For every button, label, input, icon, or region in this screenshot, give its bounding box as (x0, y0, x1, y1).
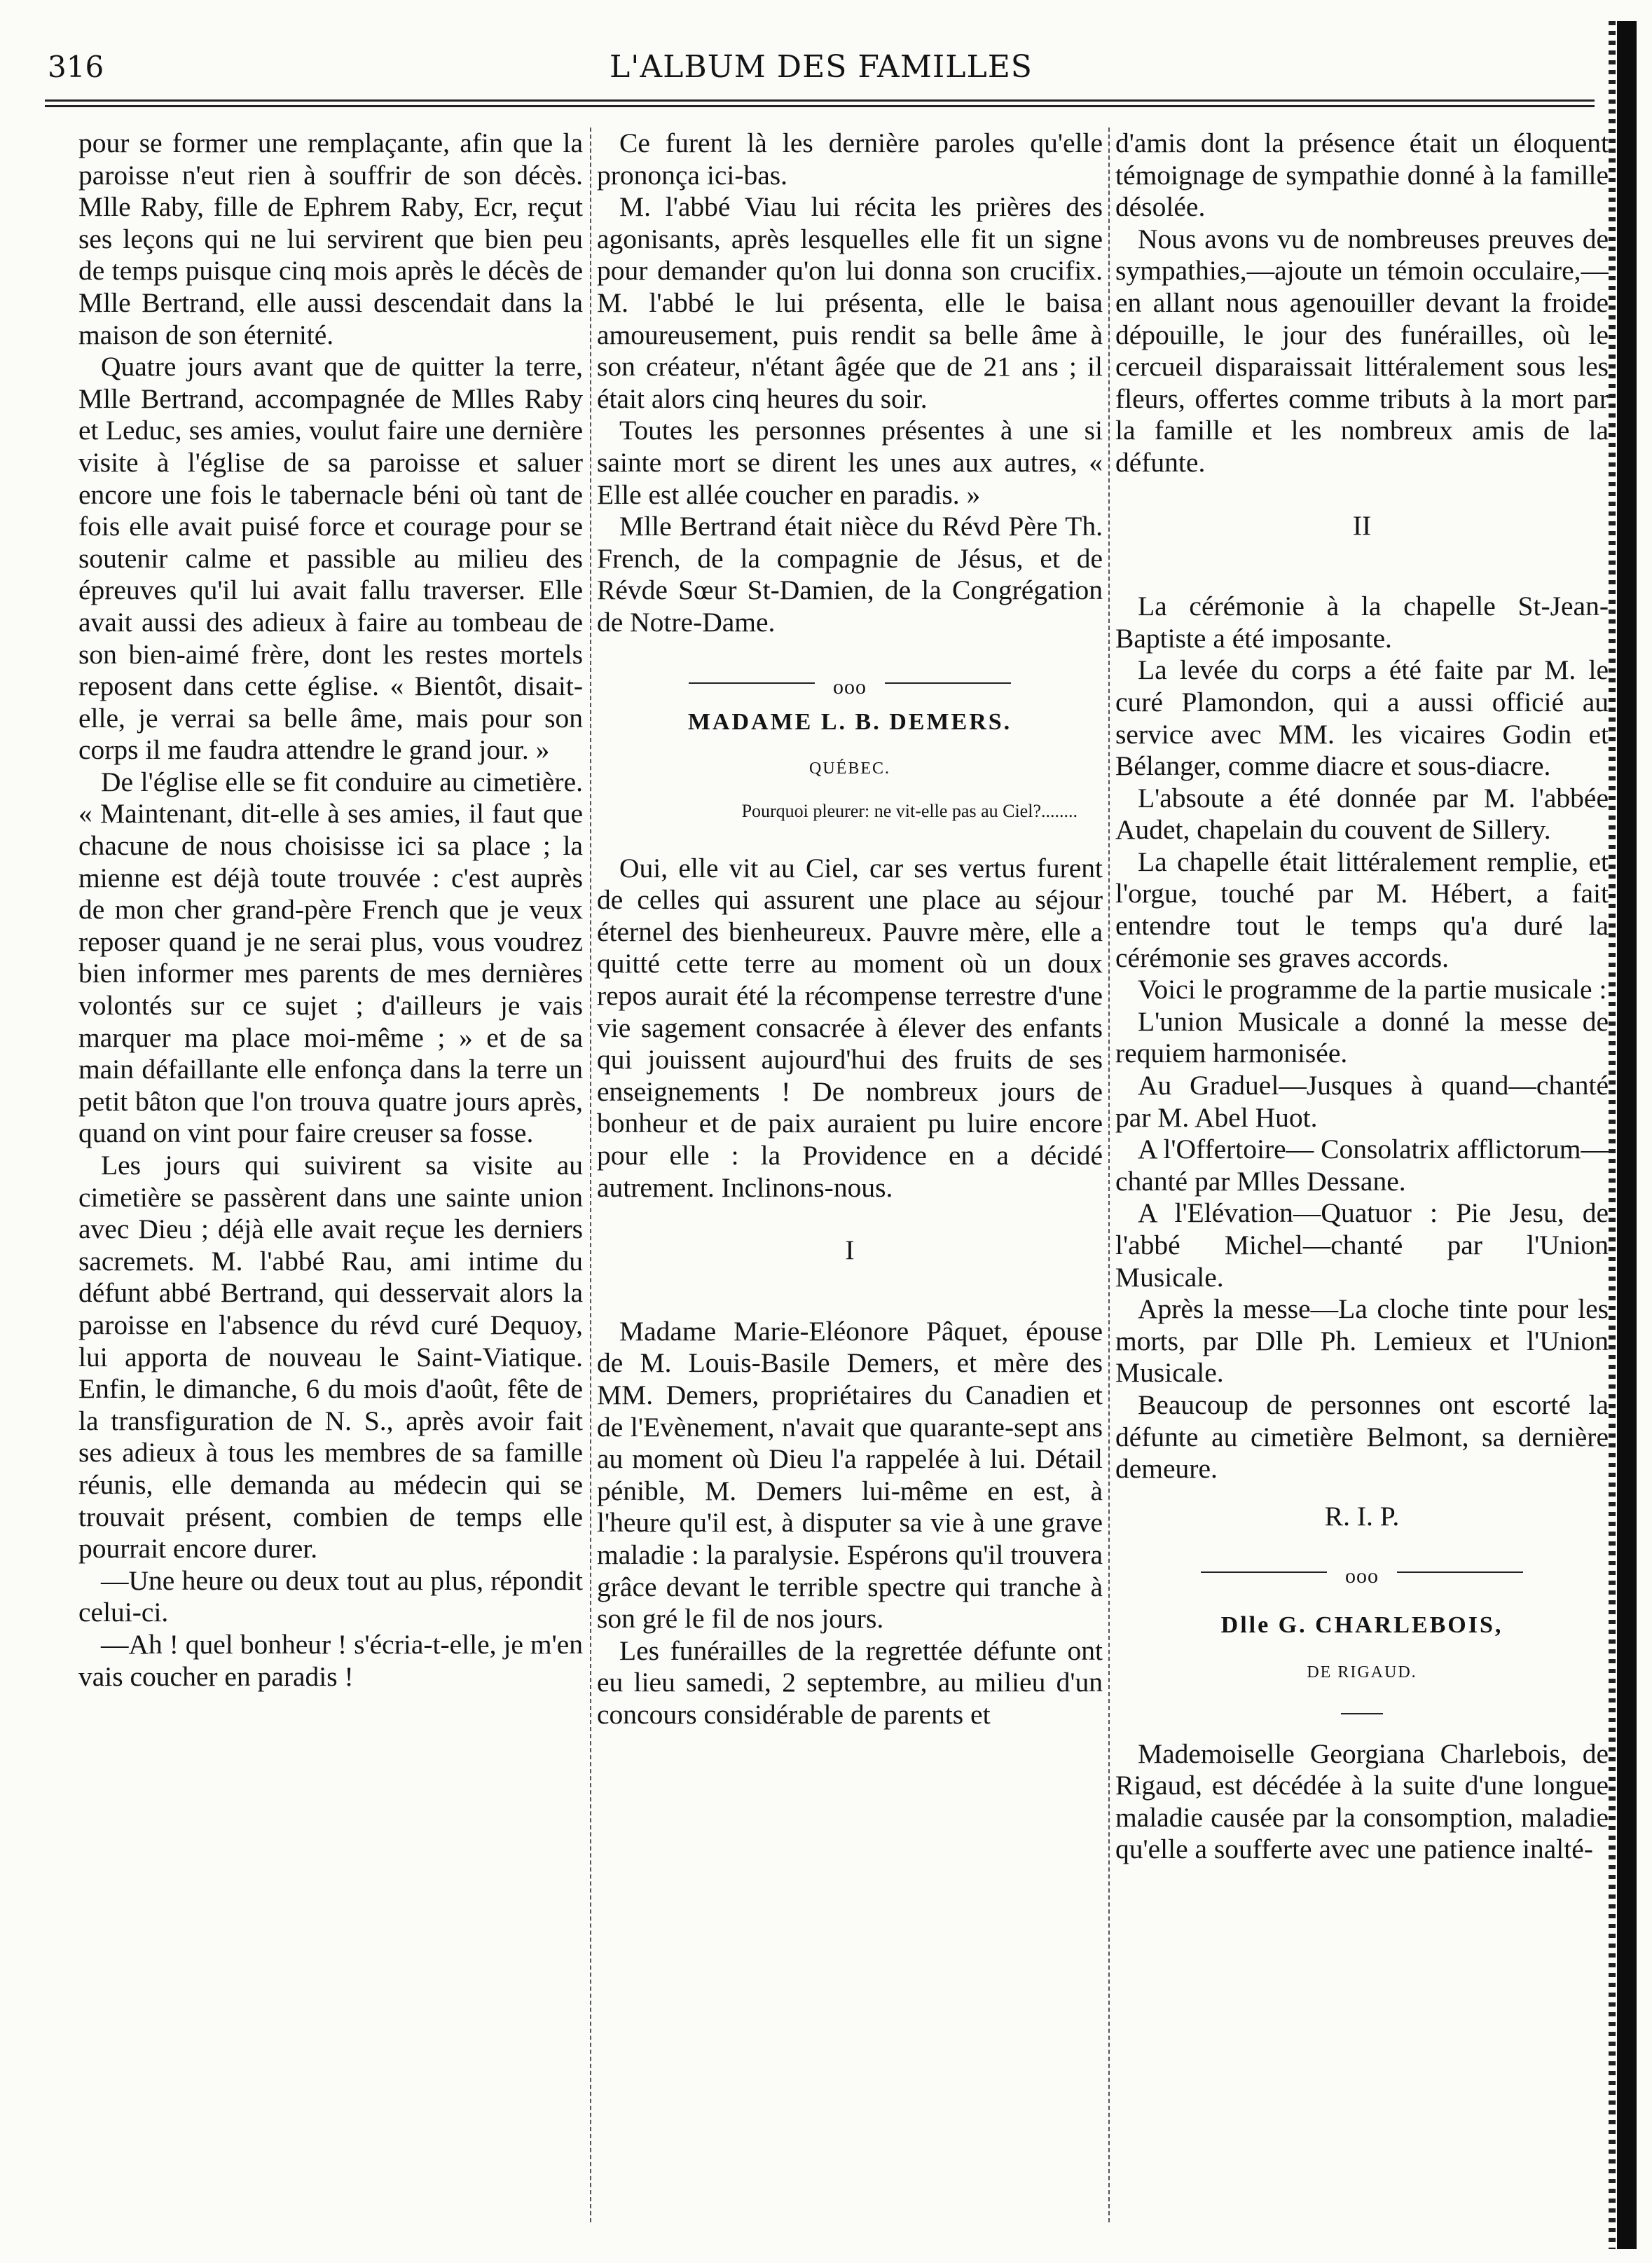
paragraph: A l'Elévation—Quatuor : Pie Jesu, de l'abbé Michel—chanté par l'Union Musicale. (1115, 1197, 1609, 1293)
paragraph: Oui, elle vit au Ciel, car ses vertus furent de celles qui assurent une place au séjour éternel des bienheureux. Pauvre mère, elle a quitté cette terre au moment où un doux repos aurait été la récompense terrestre d'une vie sagement consacrée à élever des enfants qui jouissent aujourd'hui des fruits de ses enseignements ! De nombreux jours de bonheur et de paix auraient pu luire encore pour elle : la Providence en a décidé autrement. Inclinons-nous. (597, 852, 1103, 1203)
header-rule-bottom (45, 105, 1595, 107)
paragraph: Après la messe—La cloche tinte pour les morts, par Dlle Ph. Lemieux et l'Union Musicale. (1115, 1293, 1609, 1389)
paragraph: La levée du corps a été faite par M. le curé Plamondon, qui a aussi officié au service avec MM. les vicaires Godin et Bélanger, comme diacre et sous-diacre. (1115, 654, 1609, 782)
paragraph: La chapelle était littéralement remplie, et l'orgue, touché par M. Hébert, a fait entendre tout le temps qu'a duré la cérémonie ses graves accords. (1115, 846, 1609, 973)
section-number: I (845, 1234, 855, 1266)
separator-ornament: ooo (833, 675, 867, 699)
rip-text: R. I. P. (1324, 1500, 1400, 1532)
paragraph: L'union Musicale a donné la messe de requiem harmonisée. (1115, 1005, 1609, 1069)
page-header (48, 46, 1595, 95)
paragraph: —Ah ! quel bonheur ! s'écria-t-elle, je m'en vais coucher en paradis ! (78, 1628, 583, 1692)
short-rule (1341, 1713, 1383, 1714)
paragraph: De l'église elle se fit conduire au cimetière. « Maintenant, dit-elle à ses amies, il faut que chacune de nous choisisse ici sa place ; la mienne est déjà toute trouvée : c'est auprès de mon cher grand-père French que je veux reposer quand je ne serai plus, vous voudrez bien informer mes parents de mes dernières volontés sur ce sujet ; d'ailleurs je vais marquer ma place moi-même ; » et de sa main défaillante elle enfonça dans la terre un petit bâton que l'on trouva quatre jours après, quand on vint pour faire creuser sa fosse. (78, 766, 583, 1149)
paragraph: —Une heure ou deux tout au plus, répondit celui-ci. (78, 1564, 583, 1628)
paragraph: M. l'abbé Viau lui récita les prières des agonisants, après lesquelles elle fit un signe pour demander qu'on lui donna son crucifix. M. l'abbé le lui présenta, elle le baisa amoureusement, puis rendit sa belle âme à son créateur, n'étant âgée que de 21 ans ; il était alors cinq heures du soir. (597, 191, 1103, 414)
column-3 (1115, 128, 1609, 2229)
epigraph: Pourquoi pleurer: ne vit-elle pas au Ciel?........ (741, 800, 1078, 821)
paragraph: La cérémonie à la chapelle St-Jean-Baptiste a été imposante. (1115, 591, 1609, 654)
obituary-place: QUÉBEC. (809, 759, 890, 778)
paragraph: d'amis dont la présence était un éloquent témoignage de sympathie donné à la famille désolée. (1115, 128, 1609, 223)
column-2 (597, 128, 1103, 2229)
paragraph: A l'Offertoire— Consolatrix afflictorum—chanté par Mlles Dessane. (1115, 1134, 1609, 1197)
paragraph: L'absoute a été donnée par M. l'abbée Audet, chapelain du couvent de Sillery. (1115, 782, 1609, 846)
paragraph: Mademoiselle Georgiana Charlebois, de Rigaud, est décédée à la suite d'une longue maladie causée par la consomption, maladie qu'elle a soufferte avec une patience inalté- (1115, 1738, 1609, 1865)
running-title: L'ALBUM DES FAMILLES (610, 49, 1033, 85)
header-rule-top (45, 99, 1595, 102)
paragraph: Madame Marie-Eléonore Pâquet, épouse de M. Louis-Basile Demers, et mère des MM. Demers, propriétaires du Canadien et de l'Evènement, n'avait que quarante-sept ans au moment où Dieu l'a rappelée à lui. Détail pénible, M. Demers lui-même en est, à l'heure qu'il est, à disputer sa vie à une grave maladie : la paralysie. Espérons qu'il trouvera grâce devant le terrible spectre qui tranche à son gré le fil de nos jours. (597, 1315, 1103, 1635)
paragraph: Voici le programme de la partie musicale : (1138, 974, 1607, 1005)
paragraph: Ce furent là les dernière paroles qu'elle prononça ici-bas. (597, 128, 1103, 191)
section-separator (1115, 1560, 1609, 1588)
paragraph: Nous avons vu de nombreuses preuves de sympathies,—ajoute un témoin occulaire,—en allant nous agenouiller devant la froide dépouille, le jour des funérailles, où le cercueil disparaissait littéralement sous les fleurs, offertes comme tributs à la mort par la famille et les nombreux amis de la défunte. (1115, 223, 1609, 478)
paragraph: pour se former une remplaçante, afin que la paroisse n'eut rien à souffrir de son décès. Mlle Raby, fille de Ephrem Raby, Ecr, reçut ses leçons qui ne lui servirent que bien peu de temps puisque cinq mois après le décès de Mlle Bertrand, elle aussi descendait dans la maison de son éternité. (78, 128, 583, 350)
paragraph: Quatre jours avant que de quitter la terre, Mlle Bertrand, accompagnée de Mlles Raby et Leduc, ses amies, voulut faire une dernière visite à l'église de sa paroisse et saluer encore une fois le tabernacle béni où tant de fois elle avait puisé force et courage pour se soutenir calme et passible au milieu des épreuves qu'il lui avait fallu traverser. Elle avait aussi des adieux à faire au tombeau de son bien-aimé frère, dont les restes mortels reposent dans cette église. « Bientôt, disait-elle, je verrai sa belle âme, mais pour son corps il me faudra attendre le grand jour. » (78, 351, 583, 766)
column-1 (78, 128, 583, 2229)
paragraph: Mlle Bertrand était nièce du Révd Père Th. French, de la compagnie de Jésus, et de Révde Sœur St-Damien, de la Congrégation de Notre-Dame. (597, 511, 1103, 638)
section-number: II (1352, 509, 1372, 541)
obituary-heading: Dlle G. CHARLEBOIS, (1220, 1612, 1503, 1639)
separator-ornament: ooo (1345, 1564, 1379, 1588)
paragraph: Les funérailles de la regrettée défunte ont eu lieu samedi, 2 septembre, au milieu d'un concours considérable de parents et (597, 1635, 1103, 1730)
obituary-place: DE RIGAUD. (1307, 1663, 1417, 1681)
scan-edge-shadow (1617, 21, 1637, 2249)
obituary-heading: MADAME L. B. DEMERS. (687, 708, 1012, 735)
page-number: 316 (48, 50, 104, 84)
paragraph: Les jours qui suivirent sa visite au cimetière se passèrent dans une sainte union avec Dieu ; déjà elle avait reçue les derniers sacremets. M. l'abbé Rau, ami intime du défunt abbé Bertrand, qui desservait alors la paroisse en l'absence du révd curé Dequoy, lui apporta de nouveau le Saint-Viatique. Enfin, le dimanche, 6 du mois d'août, fête de la transfiguration de N. S., après avoir fait ses adieux à tous les membres de sa famille réunis, elle demanda au médecin qui se trouvait présent, combien de temps elle pourrait encore durer. (78, 1150, 583, 1564)
section-separator (597, 671, 1103, 699)
column-divider-1 (590, 128, 591, 2222)
column-divider-2 (1108, 128, 1110, 2222)
paragraph: Beaucoup de personnes ont escorté la défunte au cimetière Belmont, sa dernière demeure. (1115, 1389, 1609, 1485)
paragraph: Au Graduel—Jusques à quand—chanté par M. Abel Huot. (1115, 1070, 1609, 1133)
paragraph: Toutes les personnes présentes à une si sainte mort se dirent les unes aux autres, « Elle est allée coucher en paradis. » (597, 415, 1103, 510)
